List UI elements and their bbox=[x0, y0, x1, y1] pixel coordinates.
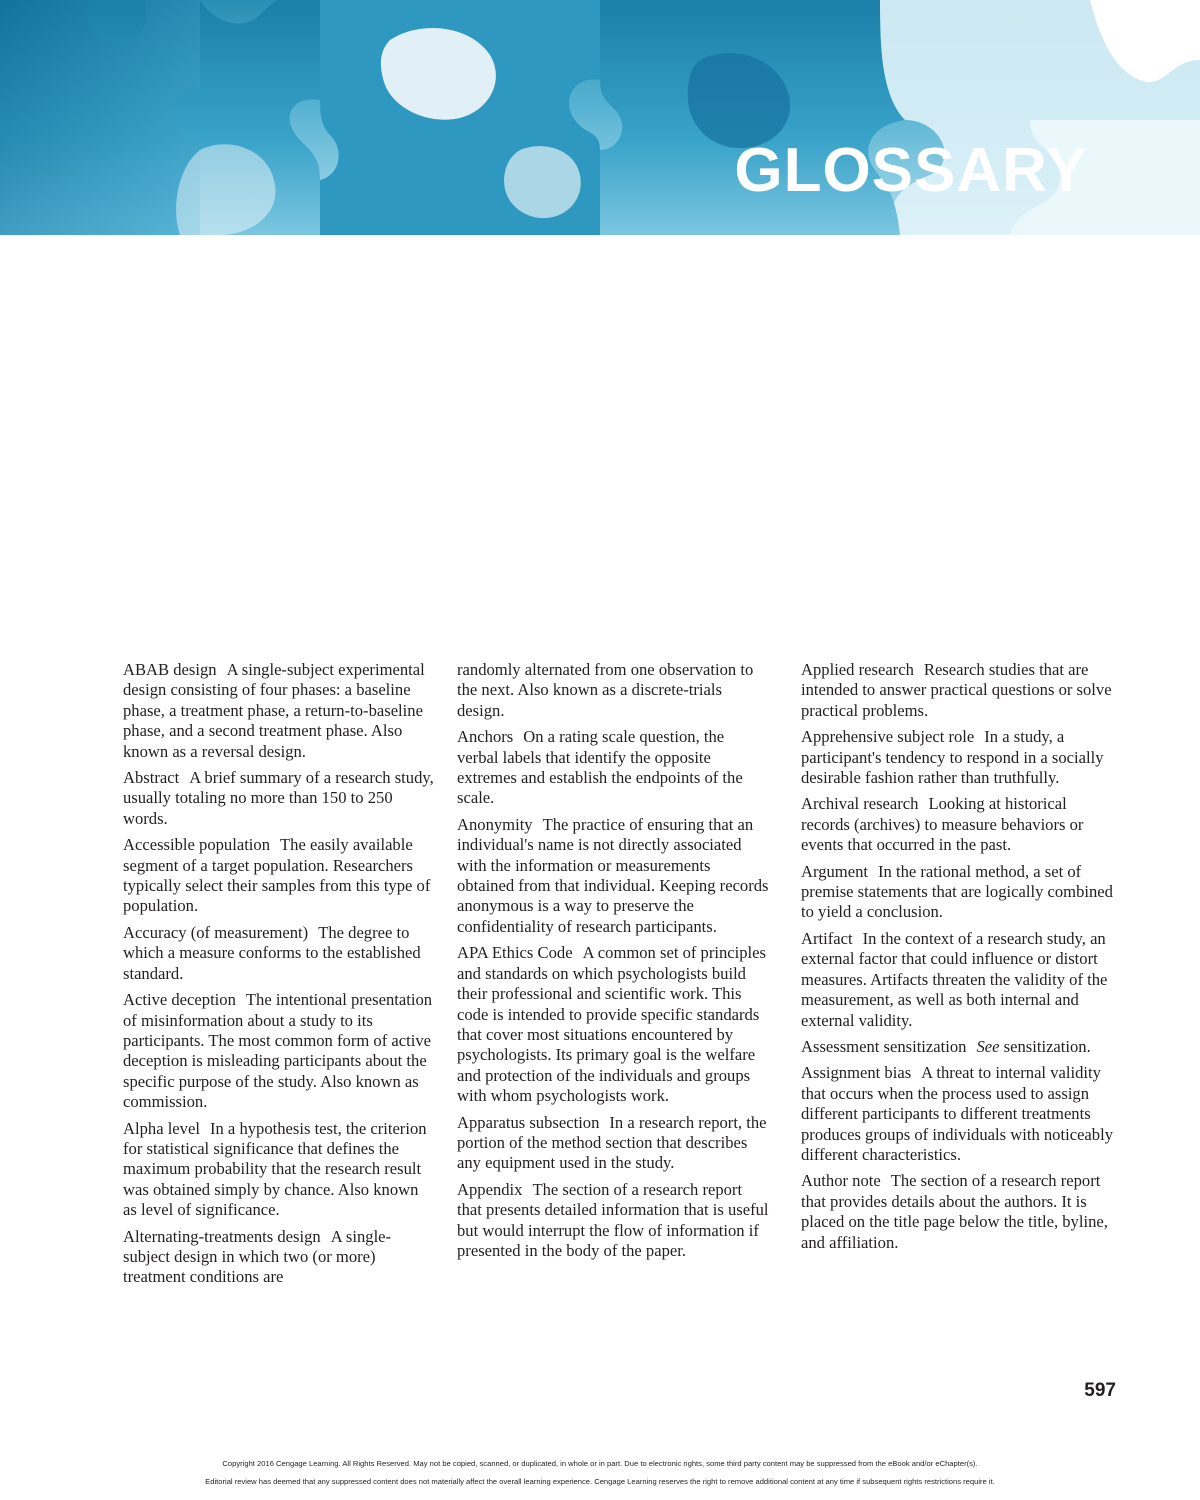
glossary-term: Anonymity bbox=[457, 814, 533, 834]
glossary-entry bbox=[457, 943, 769, 1106]
glossary-entry bbox=[457, 727, 769, 809]
glossary-definition: randomly alternated from one observation to the next. Also known as a discrete-trials design. bbox=[457, 660, 754, 720]
glossary-entry bbox=[801, 1037, 1113, 1057]
copyright-notice-line-2: Editorial review has deemed that any suppressed content does not materially affect the overall learning experience. Cengage Learning reserves the right to remove additional content at any time if subsequent rights restrictions require it. bbox=[205, 1478, 995, 1486]
glossary-see-reference: See bbox=[976, 1036, 1000, 1056]
glossary-definition: Research studies that are intended to answer practical questions or solve practical problems. bbox=[801, 660, 1112, 720]
glossary-entry bbox=[801, 862, 1113, 923]
glossary-entry bbox=[801, 1171, 1113, 1253]
glossary-definition: A common set of principles and standards on which psychologists build their professional and scientific work. This code is intended to provide specific standards that cover most situations encountered by psychologists. Its primary goal is the welfare and protection of the individuals and groups with whom psychologists work. bbox=[457, 943, 766, 1106]
glossary-column-2 bbox=[457, 660, 769, 1267]
glossary-definition: The easily available segment of a target population. Researchers typically select their samples from this type of population. bbox=[123, 835, 431, 916]
glossary-definition: In the context of a research study, an external factor that could influence or distort measures. Artifacts threaten the validity of the measurement, as well as both internal and external validity. bbox=[801, 928, 1108, 1030]
glossary-column-1 bbox=[123, 660, 435, 1294]
glossary-definition: Looking at historical records (archives) to measure behaviors or events that occurred in the past. bbox=[801, 794, 1084, 855]
glossary-term: Alpha level bbox=[123, 1118, 200, 1138]
glossary-entry bbox=[123, 990, 435, 1112]
glossary-term: Active deception bbox=[123, 990, 236, 1010]
glossary-definition: The practice of ensuring that an individual's name is not directly associated with the information or measurements obtained from that individual. Keeping records anonymous is a way to preserve the confidentiality of research participants. bbox=[457, 814, 769, 936]
glossary-definition: In the rational method, a set of premise statements that are logically combined to yield a conclusion. bbox=[801, 861, 1113, 922]
glossary-term: Artifact bbox=[801, 928, 853, 948]
glossary-term: Applied research bbox=[801, 660, 914, 679]
glossary-term: Appendix bbox=[457, 1179, 523, 1199]
glossary-term: Argument bbox=[801, 861, 868, 881]
glossary-entry bbox=[123, 923, 435, 984]
glossary-term: Archival research bbox=[801, 794, 919, 814]
glossary-term: Author note bbox=[801, 1171, 881, 1191]
glossary-definition: In a research report, the portion of the method section that describes any equipment used in the study. bbox=[457, 1112, 767, 1173]
glossary-entry bbox=[457, 1113, 769, 1174]
header-banner bbox=[0, 0, 1200, 235]
glossary-definition: A single-subject experimental design consisting of four phases: a baseline phase, a treatment phase, a return-to-baseline phase, and a second treatment phase. Also known as a reversal design. bbox=[123, 660, 425, 761]
glossary-definition: A single-subject design in which two (or more) treatment conditions are bbox=[123, 1226, 392, 1287]
glossary-term: Apprehensive subject role bbox=[801, 727, 975, 747]
glossary-entry bbox=[801, 929, 1113, 1031]
glossary-definition: The intentional presentation of misinformation about a study to its participants. The most common form of active deception is misleading participants about the specific purpose of the study. Also known as commission. bbox=[123, 990, 433, 1112]
glossary-definition: In a study, a participant's tendency to respond in a socially desirable fashion rather than truthfully. bbox=[801, 727, 1104, 788]
glossary-term: Accuracy (of measurement) bbox=[123, 922, 309, 942]
glossary-definition: In a hypothesis test, the criterion for statistical significance that defines the maximum probability that the research result was obtained simply by chance. Also known as level of significance. bbox=[123, 1118, 427, 1220]
glossary-term: Assignment bias bbox=[801, 1063, 912, 1083]
glossary-term: Alternating-treatments design bbox=[123, 1226, 321, 1246]
glossary-definition: The section of a research report that provides details about the authors. It is placed on the title page below the title, byline, and affiliation. bbox=[801, 1171, 1108, 1252]
glossary-term: APA Ethics Code bbox=[457, 943, 573, 963]
glossary-entry bbox=[123, 1119, 435, 1221]
glossary-entry bbox=[457, 1180, 769, 1262]
glossary-entry bbox=[801, 1063, 1113, 1165]
glossary-entry-continued bbox=[457, 660, 769, 721]
glossary-entry bbox=[123, 660, 435, 762]
glossary-definition: The section of a research report that presents detailed information that is useful but would interrupt the flow of information if presented in the body of the paper. bbox=[457, 1179, 769, 1260]
glossary-entry bbox=[801, 660, 1113, 721]
glossary-definition: sensitization. bbox=[1003, 1036, 1091, 1056]
glossary-entry bbox=[801, 794, 1113, 855]
glossary-term: Accessible population bbox=[123, 835, 271, 855]
glossary-entry bbox=[123, 1227, 435, 1288]
glossary-definition: A threat to internal validity that occurs when the process used to assign different participants to different treatments produces groups of individuals with noticeably different characteristics. bbox=[801, 1063, 1113, 1164]
glossary-term: ABAB design bbox=[123, 660, 217, 679]
glossary-column-3 bbox=[801, 660, 1113, 1259]
copyright-notice-line-1: Copyright 2016 Cengage Learning. All Rights Reserved. May not be copied, scanned, or duplicated, in whole or in part. Due to electronic rights, some third party content may be suppressed from the eBook and/or eChapter(s). bbox=[222, 1460, 978, 1468]
glossary-term: Abstract bbox=[123, 768, 180, 788]
glossary-definition: On a rating scale question, the verbal labels that identify the opposite extremes and establish the endpoints of the scale. bbox=[457, 727, 743, 808]
glossary-definition: A brief summary of a research study, usually totaling no more than 150 to 250 words. bbox=[123, 768, 434, 828]
glossary-term: Apparatus subsection bbox=[457, 1112, 600, 1132]
glossary-definition: The degree to which a measure conforms to the established standard. bbox=[123, 922, 421, 983]
glossary-entry bbox=[123, 835, 435, 917]
glossary-entry bbox=[123, 768, 435, 829]
glossary-term: Assessment sensitization bbox=[801, 1036, 967, 1056]
glossary-term: Anchors bbox=[457, 727, 514, 747]
page-title: GLOSSARY bbox=[734, 136, 1088, 205]
glossary-entry bbox=[801, 727, 1113, 788]
glossary-entry bbox=[457, 815, 769, 937]
page-number: 597 bbox=[1084, 1380, 1116, 1401]
